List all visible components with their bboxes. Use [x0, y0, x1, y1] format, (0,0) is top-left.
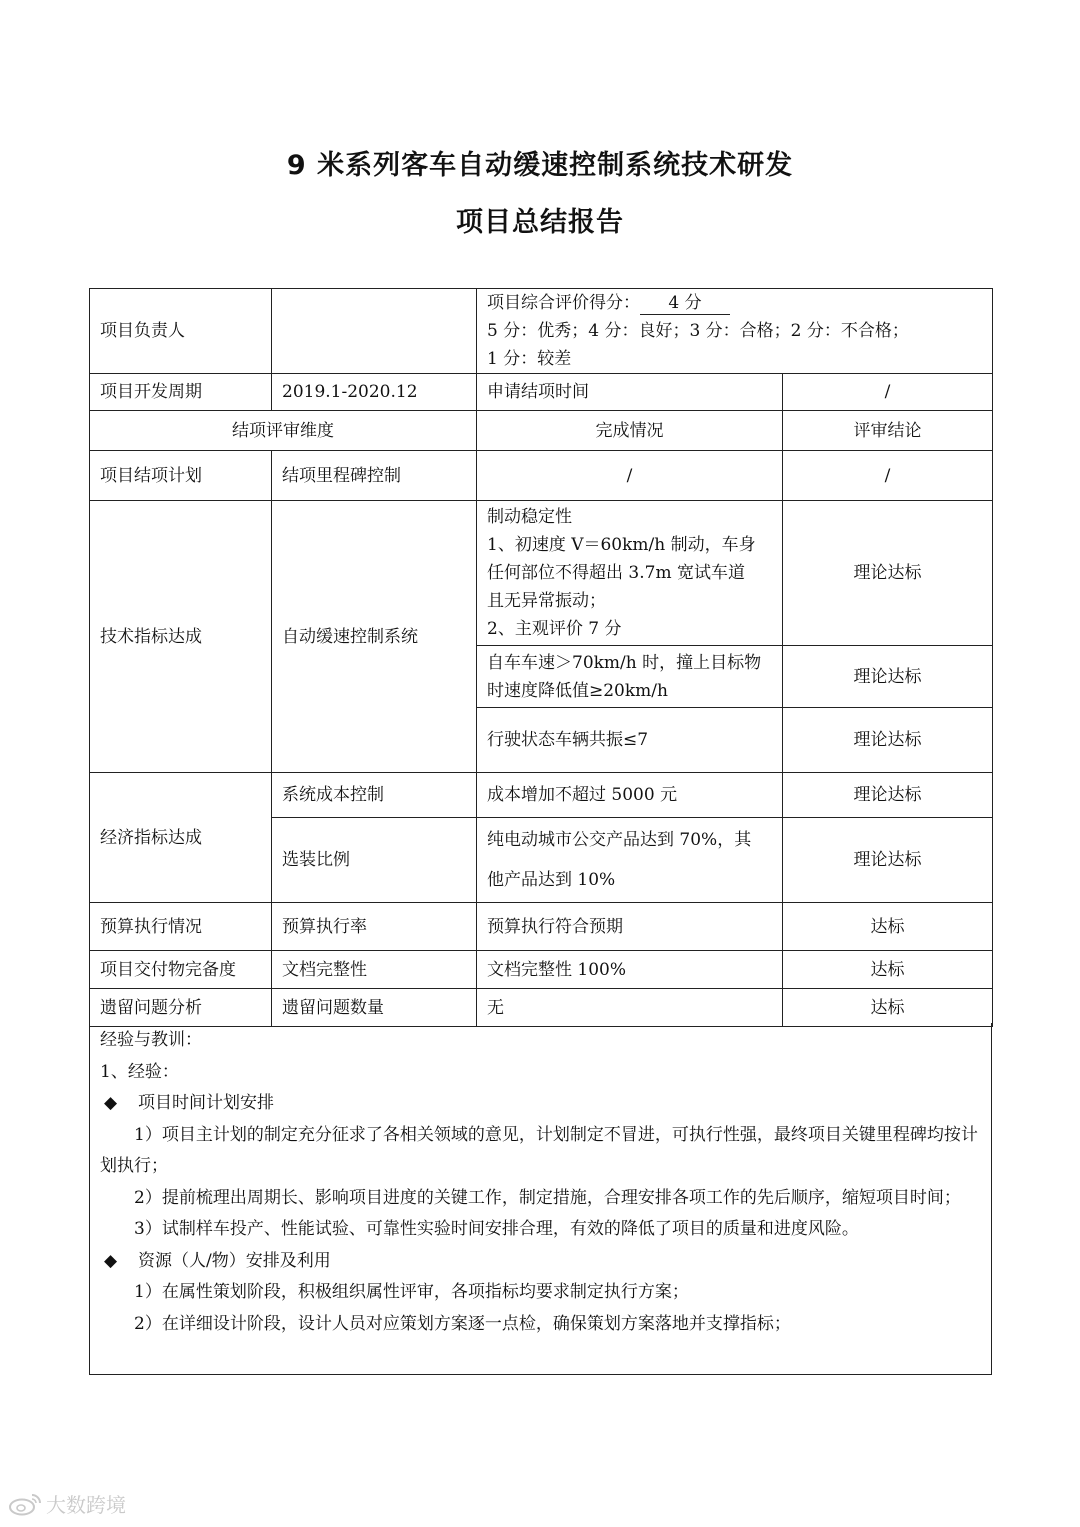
table-row	[90, 289, 993, 374]
table-row	[90, 374, 993, 411]
plan-label: 项目结项计划	[90, 451, 272, 501]
apply-date-value: /	[783, 374, 993, 411]
table-row	[90, 951, 993, 989]
lesson-paragraph: 2）提前梳理出周期长、影响项目进度的关键工作，制定措施，合理安排各项工作的先后顺序，缩短项目时间；	[134, 1187, 961, 1208]
report-title: 9 米系列客车自动缓速控制系统技术研发	[286, 150, 794, 181]
lesson-paragraph: 3）试制样车投产、性能试验、可靠性实验时间安排合理，有效的降低了项目的质量和进度风险。	[134, 1219, 859, 1239]
table-row	[90, 501, 993, 646]
owner-value	[272, 289, 477, 374]
issues-completion: 无	[477, 989, 783, 1027]
score-scale-line1: 5 分：优秀；4 分：良好；3 分：合格；2 分：不合格；	[487, 321, 909, 341]
tech-label: 技术指标达成	[90, 501, 272, 773]
table-row	[90, 773, 993, 818]
lesson-paragraph: 1）在属性策划阶段，积极组织属性评审，各项指标均要求制定执行方案；	[134, 1282, 689, 1302]
tech-sub3-completion: 行驶状态车辆共振≤7	[477, 708, 783, 773]
lessons-section	[89, 1023, 992, 1375]
diamond-bullet-icon: ◆	[104, 1250, 118, 1271]
score-scale-line2: 1 分：较差	[487, 349, 572, 369]
bullet-text: 项目时间计划安排	[138, 1093, 274, 1113]
econ-item1-completion: 成本增加不超过 5000 元	[477, 773, 783, 818]
table-header-row	[90, 411, 993, 451]
tech-sub1-line: 任何部位不得超出 3.7m 宽试车道	[487, 563, 745, 583]
issues-item: 遗留问题数量	[272, 989, 477, 1027]
deliver-completion: 文档完整性 100%	[477, 951, 783, 989]
econ-item2-line: 他产品达到 10%	[487, 870, 616, 890]
econ-item1: 系统成本控制	[272, 773, 477, 818]
lesson-paragraph: 1）项目主计划的制定充分征求了各相关领域的意见，计划制定不冒进，可执行性强，最终项目关键里程碑均按计划执行；	[100, 1124, 978, 1176]
econ-item2-line: 纯电动城市公交产品达到 70%，其	[487, 830, 752, 850]
econ-item1-conclusion: 理论达标	[783, 773, 993, 818]
tech-sub2-completion	[477, 646, 783, 708]
diamond-bullet-icon: ◆	[104, 1093, 118, 1113]
econ-item2-completion	[477, 818, 783, 903]
issues-label: 遗留问题分析	[90, 989, 272, 1027]
report-subtitle: 项目总结报告	[456, 207, 624, 238]
lesson-paragraph: 2）在详细设计阶段，设计人员对应策划方案逐一点检，确保策划方案落地并支撑指标；	[134, 1313, 791, 1334]
econ-label: 经济指标达成	[90, 773, 272, 903]
weibo-logo-icon	[8, 1492, 42, 1516]
watermark	[8, 1489, 126, 1518]
tech-sub1-line: 2、主观评价 7 分	[487, 619, 622, 639]
tech-sub3-conclusion: 理论达标	[783, 708, 993, 773]
deliver-label: 项目交付物完备度	[90, 951, 272, 989]
tech-sub2-line: 自车车速＞70km/h 时，撞上目标物	[487, 652, 762, 673]
summary-table	[89, 288, 993, 1027]
owner-label: 项目负责人	[90, 289, 272, 374]
score-line	[487, 289, 982, 317]
tech-sub2-line: 时速度降低值≥20km/h	[487, 680, 668, 701]
tech-sub1-line: 且无异常振动；	[487, 591, 606, 611]
plan-item: 结项里程碑控制	[272, 451, 477, 501]
budget-conclusion: 达标	[783, 903, 993, 951]
header-conclusion: 评审结论	[783, 411, 993, 451]
tech-item: 自动缓速控制系统	[272, 501, 477, 773]
bullet-text: 资源（人/物）安排及利用	[138, 1250, 331, 1271]
econ-item2-conclusion: 理论达标	[783, 818, 993, 903]
lessons-subheading: 1、经验：	[100, 1061, 179, 1082]
budget-label: 预算执行情况	[90, 903, 272, 951]
period-label: 项目开发周期	[90, 374, 272, 411]
tech-sub1-line: 制动稳定性	[487, 507, 572, 527]
plan-conclusion: /	[783, 451, 993, 501]
deliver-conclusion: 达标	[783, 951, 993, 989]
score-prefix: 项目综合评价得分：	[487, 293, 640, 313]
bullet-item	[100, 1246, 981, 1278]
tech-sub2-conclusion: 理论达标	[783, 646, 993, 708]
score-cell	[477, 289, 993, 374]
plan-completion: /	[477, 451, 783, 501]
lessons-heading: 经验与教训：	[100, 1030, 202, 1050]
econ-item2: 选装比例	[272, 818, 477, 903]
tech-sub1-completion	[477, 501, 783, 646]
header-dimension: 结项评审维度	[90, 411, 477, 451]
tech-sub1-line: 1、初速度 V＝60km/h 制动，车身	[487, 535, 756, 555]
table-row	[90, 451, 993, 501]
period-value: 2019.1-2020.12	[272, 374, 477, 411]
watermark-text: 大数跨境	[46, 1493, 126, 1517]
apply-date-label: 申请结项时间	[477, 374, 783, 411]
table-row	[90, 903, 993, 951]
header-completion: 完成情况	[477, 411, 783, 451]
issues-conclusion: 达标	[783, 989, 993, 1027]
score-value: 4 分	[640, 292, 730, 315]
tech-sub1-conclusion: 理论达标	[783, 501, 993, 646]
table-row	[90, 989, 993, 1027]
budget-item: 预算执行率	[272, 903, 477, 951]
bullet-item	[100, 1088, 981, 1120]
deliver-item: 文档完整性	[272, 951, 477, 989]
budget-completion: 预算执行符合预期	[477, 903, 783, 951]
